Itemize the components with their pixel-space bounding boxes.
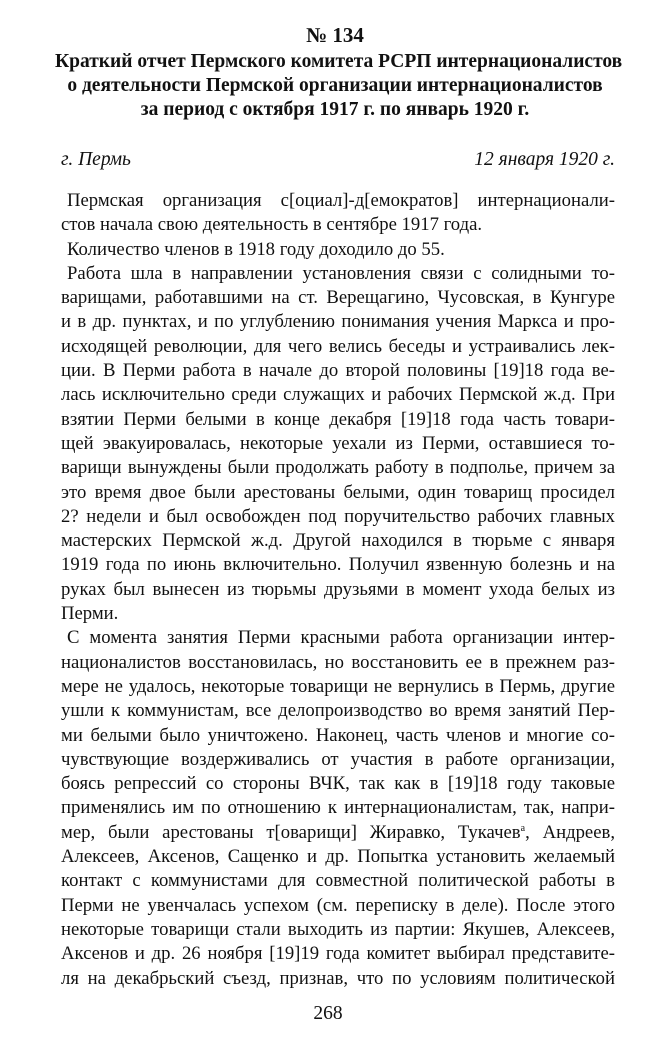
text-line: мере не удалось, некоторые товарищи не вернулись в Пермь, другие bbox=[61, 675, 615, 697]
text-line: Количество членов в 1918 году доходило до 55. bbox=[67, 238, 445, 260]
text-line: ции. В Перми работа в начале до второй половины [19]18 года ве- bbox=[61, 360, 615, 382]
title-line: за период с октября 1917 г. по январь 1920 г. bbox=[140, 99, 530, 120]
text-line: применялись им по отношению к интернационалистам, так, напри- bbox=[61, 797, 615, 819]
text-line: ля на декабрьский съезд, признав, что по условиям политической bbox=[61, 967, 615, 989]
text-line: это время двое были арестованы белыми, один товарищ просидел bbox=[61, 481, 615, 503]
document-title bbox=[55, 50, 623, 122]
text-line: ушли к коммунистам, все делопроизводство во время занятий Пер- bbox=[61, 700, 615, 722]
paragraph-3 bbox=[55, 262, 615, 626]
text-line: 2? недели и был освобожден под поручительство рабочих главных bbox=[61, 505, 615, 527]
text-line: боясь репрессий со стороны ВЧК, так как в [19]18 году таковые bbox=[61, 773, 615, 795]
title-line: о деятельности Пермской организации интернационалистов bbox=[67, 75, 603, 96]
text-line: С момента занятия Перми красными работа организации интер- bbox=[67, 627, 615, 649]
page-number: 268 bbox=[313, 1003, 343, 1024]
text-line: националистов восстановилась, но восстановить ее в прежнем раз- bbox=[61, 651, 615, 673]
text-line: Алексеев, Аксенов, Сащенко и др. Попытка установить желаемый bbox=[61, 846, 615, 868]
document-body bbox=[55, 189, 615, 991]
document-place: г. Пермь bbox=[61, 149, 131, 170]
document-date: 12 января 1920 г. bbox=[474, 149, 615, 170]
title-line: Краткий отчет Пермского комитета РСРП интернационалистов bbox=[55, 51, 623, 72]
text-line-with-footnote bbox=[55, 821, 615, 845]
footnote-marker: а bbox=[520, 822, 526, 834]
text-line: Перми. bbox=[61, 603, 119, 625]
text-line: руках был вынесен из тюрьмы друзьями в момент ухода белых из bbox=[61, 578, 615, 600]
paragraph-2 bbox=[55, 238, 615, 262]
text-line: Аксенов и др. 26 ноября [19]19 года комитет выбирал представите- bbox=[61, 943, 615, 965]
text-line: некоторые товарищи стали выходить из партии: Якушев, Алексеев, bbox=[61, 918, 615, 940]
text-line: варищи вынуждены были продолжать работу в подполье, причем за bbox=[61, 457, 615, 479]
paragraph-4 bbox=[55, 626, 615, 990]
text-line: 1919 года по июнь включительно. Получил язвенную болезнь и на bbox=[61, 554, 615, 576]
text-line: лась исключительно среди служащих и рабочих Пермской ж.д. При bbox=[61, 384, 615, 406]
text-line: ми белыми было уничтожено. Наконец, часть членов и многие со- bbox=[61, 724, 615, 746]
text-line: Пермская организация с[оциал]-д[емократов] интернационали- bbox=[67, 190, 615, 211]
document-number: № 134 bbox=[306, 23, 364, 47]
text-line: взятии Перми белыми в конце декабря [19]18 года часть товари- bbox=[61, 408, 615, 430]
text-line: исходящей революции, для чего велись беседы и устраивались лек- bbox=[61, 335, 615, 357]
text-segment: , Андреев, bbox=[525, 821, 616, 843]
text-line: контакт с коммунистами для совместной политической работы в bbox=[61, 870, 615, 892]
text-line: щей эвакуировалась, некоторые уехали из Перми, оставшиеся то- bbox=[61, 432, 615, 454]
place-date-row bbox=[55, 148, 615, 172]
text-segment: мер, были арестованы т[оварищи] Жиравко, Тукачев bbox=[61, 821, 521, 843]
text-line: мастерских Пермской ж.д. Другой находился в тюрьме с января bbox=[61, 530, 615, 552]
text-line: Работа шла в направлении установления связи с солидными то- bbox=[67, 262, 615, 284]
text-line: варищами, работавшими на ст. Верещагино, Чусовская, в Кунгуре bbox=[61, 287, 615, 309]
text-line: чувствующие воздерживались от участия в работе организации, bbox=[61, 748, 615, 770]
document-page bbox=[55, 22, 623, 991]
text-line: и в др. пунктах, и по углублению понимания учения Маркса и про- bbox=[61, 311, 615, 333]
text-line: стов начала свою деятельность в сентябре 1917 года. bbox=[61, 214, 483, 236]
paragraph-1 bbox=[55, 189, 615, 238]
text-line: Перми не увенчалась успехом (см. переписку в деле). После этого bbox=[61, 894, 615, 916]
